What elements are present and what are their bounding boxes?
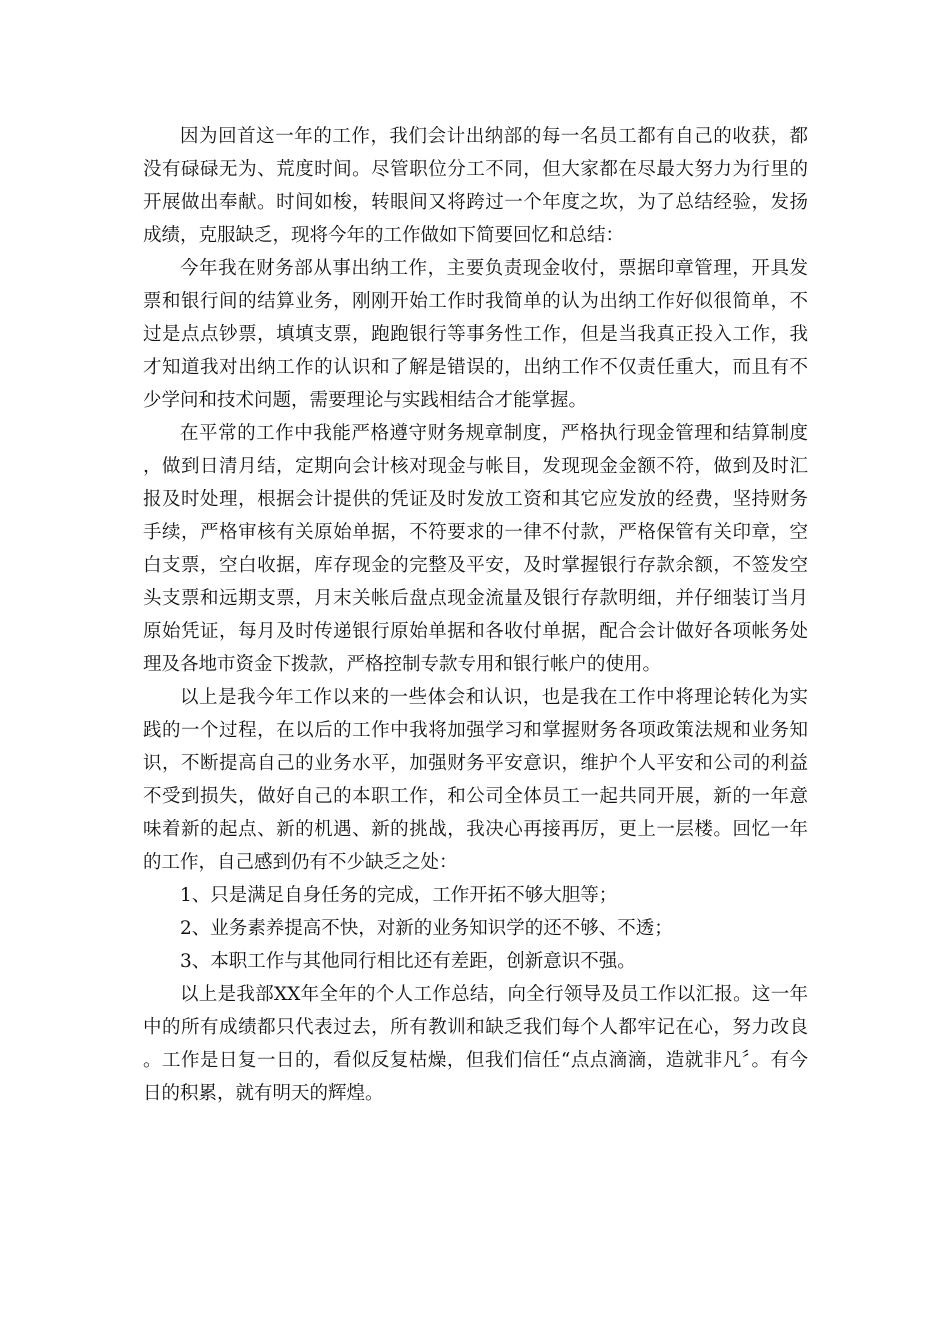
paragraph-reflection: 以上是我今年工作以来的一些体会和认识，也是我在工作中将理论转化为实践的一个过程，在以后的工作中我将加强学习和掌握财务各项政策法规和业务知识，不断提高自己的业务水平，加强财务平安意识，维护个人平安和公司的利益不受到损失，做好自己的本职工作，和公司全体员工一起共同开展，新的一年意味着新的起点、新的机遇、新的挑战，我决心再接再厉，更上一层楼。回忆一年的工作，自己感到仍有不少缺乏之处： (143, 687, 808, 873)
paragraph-conclusion: 以上是我部XX年全年的个人工作总结，向全行领导及员工作以汇报。这一年中的所有成绩都只代表过去，所有教训和缺乏我们每个人都牢记在心，努力改良。工作是日复一日的，看似反复枯燥，但我们信任“点点滴滴，造就非凡〞。有今日的积累，就有明天的辉煌。 (143, 984, 808, 1104)
list-item-shortcoming-2: 2、业务素养提高不快，对新的业务知识学的还不够、不透； (180, 918, 673, 939)
paragraph-intro: 因为回首这一年的工作，我们会计出纳部的每一名员工都有自己的收获，都没有碌碌无为、荒度时间。尽管职位分工不同，但大家都在尽最大努力为行里的开展做出奉献。时间如梭，转眼间又将跨过一个年度之坎，为了总结经验，发扬成绩，克服缺乏，现将今年的工作做如下简要回忆和总结： (143, 126, 808, 246)
list-item-shortcoming-3: 3、本职工作与其他同行相比还有差距，创新意识不强。 (180, 951, 636, 972)
document-body (143, 120, 808, 1110)
paragraph-daily-work: 在平常的工作中我能严格遵守财务规章制度，严格执行现金管理和结算制度，做到日清月结，定期向会计核对现金与帐目，发现现金金额不符，做到及时汇报及时处理，根据会计提供的凭证及时发放工资和其它应发放的经费，坚持财务手续，严格审核有关原始单据，不符要求的一律不付款，严格保管有关印章，空白支票，空白收据，库存现金的完整及平安，及时掌握银行存款余额，不签发空头支票和远期支票，月末关帐后盘点现金流量及银行存款明细，并仔细装订当月原始凭证，每月及时传递银行原始单据和各收付单据，配合会计做好各项帐务处理及各地市资金下拨款，严格控制专款专用和银行帐户的使用。 (143, 423, 808, 675)
list-item-shortcoming-1: 1、只是满足自身任务的完成，工作开拓不够大胆等； (180, 885, 618, 906)
paragraph-cashier-duties: 今年我在财务部从事出纳工作，主要负责现金收付，票据印章管理，开具发票和银行间的结算业务，刚刚开始工作时我简单的认为出纳工作好似很简单，不过是点点钞票，填填支票，跑跑银行等事务性工作，但是当我真正投入工作，我才知道我对出纳工作的认识和了解是错误的，出纳工作不仅责任重大，而且有不少学问和技术问题，需要理论与实践相结合才能掌握。 (143, 258, 808, 411)
